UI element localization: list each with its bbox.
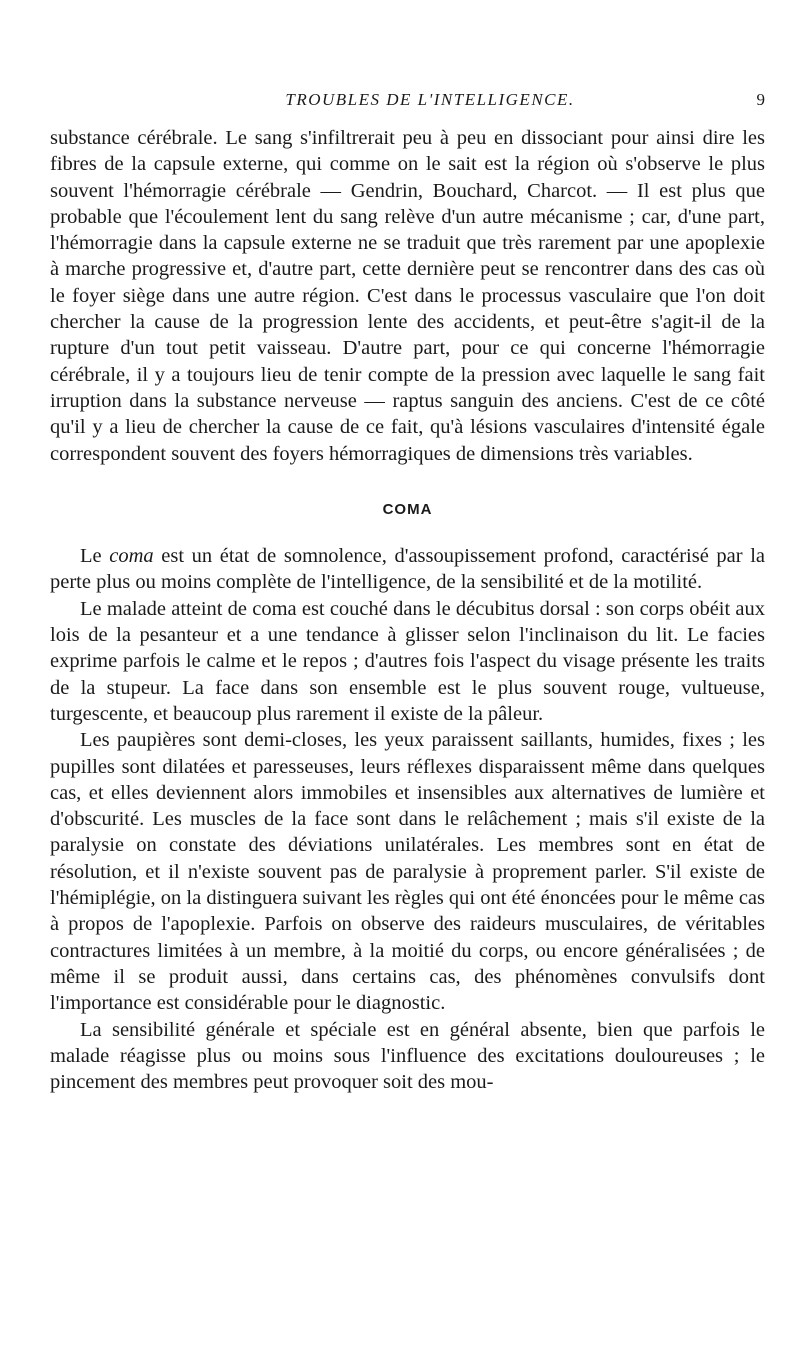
body-paragraph: La sensibilité générale et spéciale est en général absente, bien que parfois le malade réagisse plus ou moins sous l'influence des excitations douloureuses ; le pincement des membres peut provoquer soit des mou- bbox=[50, 1018, 765, 1094]
definition-paragraph bbox=[50, 543, 765, 596]
continued-paragraph: substance cérébrale. Le sang s'infiltrerait peu à peu en dissociant pour ainsi dire les fibres de la capsule externe, qui comme on le sait est la région où s'observe le plus souvent l'hémorragie cérébrale — Gendrin, Bouchard, Charcot. — Il est plus que probable que l'écoulement lent du sang relève d'un autre mécanisme ; car, d'une part, l'hémorragie dans la capsule externe ne se traduit que très rarement par une apoplexie à marche progressive et, d'autre part, cette dernière peut se rencontrer dans des cas où le foyer siège dans une autre région. C'est dans le processus vasculaire que l'on doit chercher la cause de la progression lente des accidents, et peut-être s'agit-il de la rupture d'un tout petit vaisseau. D'autre part, pour ce qui concerne l'hémorragie cérébrale, il y a toujours lieu de tenir compte de la pression avec laquelle le sang fait irruption dans la substance nerveuse — raptus sanguin des anciens. C'est de ce côté qu'il y a lieu de chercher la cause de ce fait, qu'à lésions vasculaires d'intensité égale correspondent souvent des foyers hémorragiques de dimensions très variables. bbox=[50, 127, 765, 465]
body-paragraph: Le malade atteint de coma est couché dans le décubitus dorsal : son corps obéit aux lois de la pesanteur et a une tendance à glisser selon l'inclinaison du lit. Le facies exprime parfois le calme et le repos ; d'autres fois l'aspect du visage présente les traits de la stupeur. La face dans son ensemble est le plus souvent rouge, vultueuse, turgescente, et beaucoup plus rarement il existe de la pâleur. bbox=[50, 597, 765, 725]
page-number: 9 bbox=[756, 90, 765, 109]
section-heading: COMA bbox=[382, 500, 433, 518]
lead-rest: est un état de somnolence, d'assoupissement profond, caractérisé par la perte plus ou moins complète de l'intelligence, de la sensibilité et de la motilité. bbox=[50, 545, 766, 594]
running-head bbox=[115, 90, 765, 114]
running-title: TROUBLES DE L'INTELLIGENCE. bbox=[285, 90, 575, 109]
page-body bbox=[50, 125, 765, 1095]
body-paragraph: Les paupières sont demi-closes, les yeux paraissent saillants, humides, fixes ; les pupilles sont dilatées et paresseuses, leurs réflexes disparaissent même dans quelques cas, et elles deviennent alors immobiles et insensibles aux alternatives de lumière et d'obscurité. Les muscles de la face sont dans le relâchement ; mais s'il existe de la paralysie on constate des déviations unilatérales. Les membres sont en état de résolution, et il n'existe souvent pas de paralysie à proprement parler. S'il existe de l'hémiplégie, on la distinguera suivant les règles qui ont été énoncées pour le même cas à propos de l'apoplexie. Parfois on observe des raideurs musculaires, de véritables contractures limitées à un membre, à la moitié du corps, ou encore généralisées ; de même il se produit aussi, dans certains cas, des phénomènes convulsifs dont l'importance est considérable pour le diagnostic. bbox=[50, 729, 765, 1015]
lead-word: Le bbox=[80, 545, 102, 568]
lead-term: coma bbox=[109, 545, 154, 568]
